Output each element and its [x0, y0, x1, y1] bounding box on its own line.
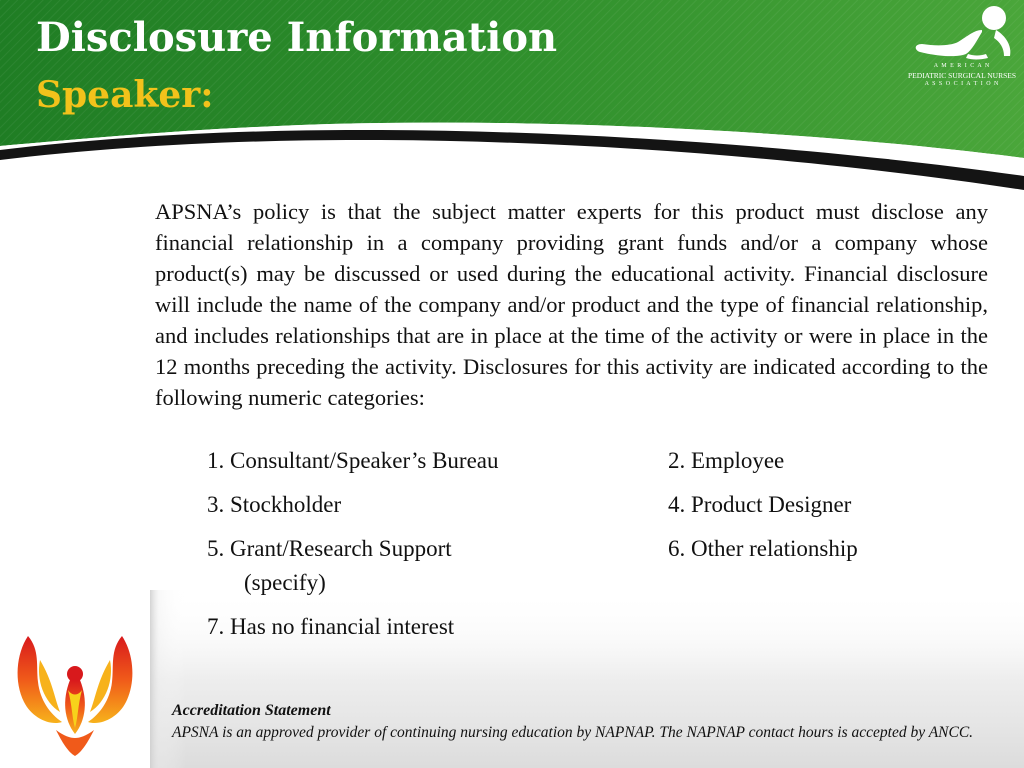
logo-line-2: PEDIATRIC SURGICAL NURSES: [907, 71, 1017, 80]
category-6: 6. Other relationship: [668, 536, 858, 561]
logo-caption: [900, 62, 1024, 89]
category-6-specify: (specify): [244, 570, 326, 595]
category-2: 2. Employee: [668, 448, 785, 473]
category-5: 5. Grant/Research Support: [207, 536, 452, 561]
category-4: 4. Product Designer: [668, 492, 852, 517]
logo-line-3: A S S O C I A T I O N: [924, 81, 1000, 87]
category-3: 3. Stockholder: [207, 492, 342, 517]
category-7: 7. Has no financial interest: [207, 614, 455, 639]
phoenix-logo: [10, 630, 140, 760]
accreditation-text: APSNA is an approved provider of continuing nursing education by NAPNAP. The NAPNAP contact hours is accepted by ANCC.: [172, 724, 974, 741]
page-subtitle: Speaker:: [36, 74, 214, 116]
logo-line-1: A M E R I C A N: [933, 63, 991, 69]
policy-paragraph: APSNA’s policy is that the subject matter experts for this product must disclose any financial relationship in a company providing grant funds and/or a company whose product(s) may be discussed or used during the educational activity. Financial disclosure will include the name of the company and/or product and the type of financial relationship, and includes relationships that are in place at the time of the activity or were in place in the 12 months preceding the activity. Disclosures for this activity are indicated according to the following numeric categories:: [155, 199, 988, 410]
category-1: 1. Consultant/Speaker’s Bureau: [207, 448, 499, 473]
page-title: Disclosure Information: [36, 14, 558, 61]
accreditation-title: Accreditation Statement: [172, 702, 331, 719]
